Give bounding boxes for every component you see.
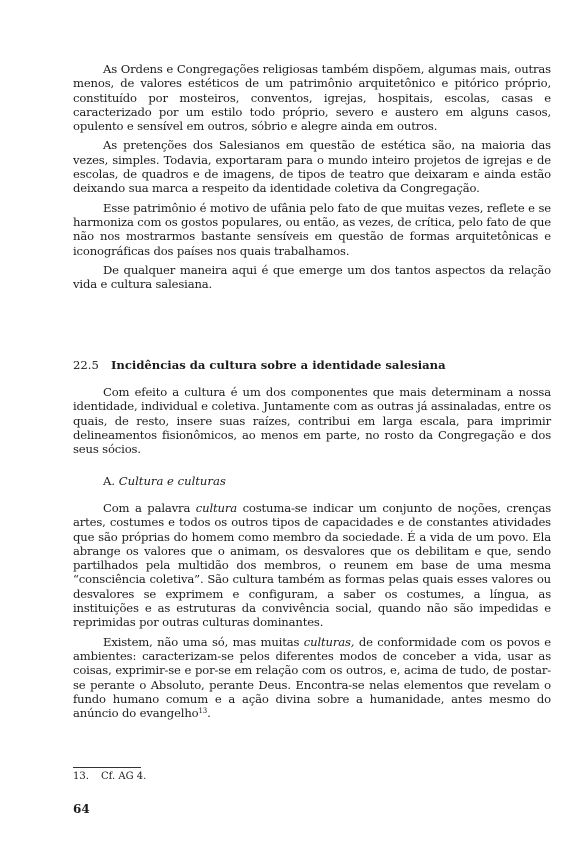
footnote-number: 13. <box>73 771 89 782</box>
paragraph: De qualquer maneira aqui é que emerge um dos tantos aspectos da relação vida e cultura salesiana. <box>73 262 551 292</box>
paragraph: Com efeito a cultura é um dos componentes que mais determinam a nossa identidade, individual e coletiva. Juntamente com as outras já assinaladas, entre os quais, de resto, insere suas raízes, contribui em larga escala, para imprimir delineamentos fisionômicos, ao menos em parte, no rosto da Congregação e dos seus sócios. <box>73 385 551 457</box>
emphasis: culturas, <box>303 634 355 649</box>
section-heading <box>73 358 551 372</box>
paragraph: Existem, não uma só, mas muitas culturas, de conformidade com os povos e ambientes: caracterizam-se pelos diferentes modos de conceber a vida, usar as coisas, exprimir-se e por-se em relação com os outros, e, acima de tudo, de postar-se perante o Absoluto, perante Deus. Encontra-se nelas elementos que revelam o fundo humano comum e a ação divina sobre a humanidade, antes mesmo do anúncio do evangelho$^{13}$. <box>73 634 551 721</box>
footnote-divider <box>73 767 141 768</box>
paragraph: As pretenções dos Salesianos em questão de estética são, na maioria das vezes, simples. Todavia, exportaram para o mundo inteiro projetos de igrejas e de escolas, de quadros e de imagens, de tipos de teatro que deixaram e ainda estão deixando sua marca a respeito da identidade coletiva da Congregação. <box>73 138 551 196</box>
section-number: 22.5 <box>73 358 99 372</box>
footnote-text: Cf. AG 4. <box>101 771 147 782</box>
subsection-title: Cultura e culturas <box>118 474 226 488</box>
section-body <box>73 385 551 456</box>
paragraph: Esse patrimônio é motivo de ufânia pelo fato de que muitas vezes, reflete e se harmoniza com os gostos populares, ou então, as vezes, de crítica, pelo fato de que não nos mostrarmos bastante sensíveis em questão de formas arquitetônicas e iconográficas dos países nos quais trabalhamos. <box>73 200 551 258</box>
emphasis: cultura <box>195 501 237 515</box>
paragraph: As Ordens e Congregações religiosas também dispõem, algumas mais, outras menos, de valores estéticos de um patrimônio arquitetônico e pitórico próprio, constituído por mosteiros, conventos, igrejas, hospitais, escolas, casas e caracterizado por um estilo todo próprio, severo e austero em alguns casos, opulento e sensível em outros, sóbrio e alegre ainda em outros. <box>73 62 551 134</box>
subsection-body <box>73 501 551 725</box>
paragraph: Com a palavra cultura costuma-se indicar um conjunto de noções, crenças artes, costumes e todos os outros tipos de capacidades e de constantes atividades que são próprias do homem como membro da sociedade. É a vida de um povo. Ela abrange os valores que o animam, os desvalores que os debilitam e que, sendo partilhados pela multidão dos membros, o reunem em base de uma mesma “consciência coletiva”. São cultura também as formas pelas quais esses valores ou desvalores se exprimem e configuram, a saber os costumes, a língua, as instituições e as estruturas da convivência social, quando não são impedidas e reprimidas por outras culturas dominantes. <box>73 501 552 630</box>
section-title: Incidências da cultura sobre a identidade salesiana <box>111 358 446 372</box>
page-number: 64 <box>73 802 90 816</box>
footnote <box>73 771 146 783</box>
intro-paragraphs <box>73 62 551 296</box>
subsection-letter: A. <box>103 474 116 488</box>
subsection-heading <box>103 474 226 488</box>
footnote-ref[interactable]: 13 <box>198 707 208 716</box>
